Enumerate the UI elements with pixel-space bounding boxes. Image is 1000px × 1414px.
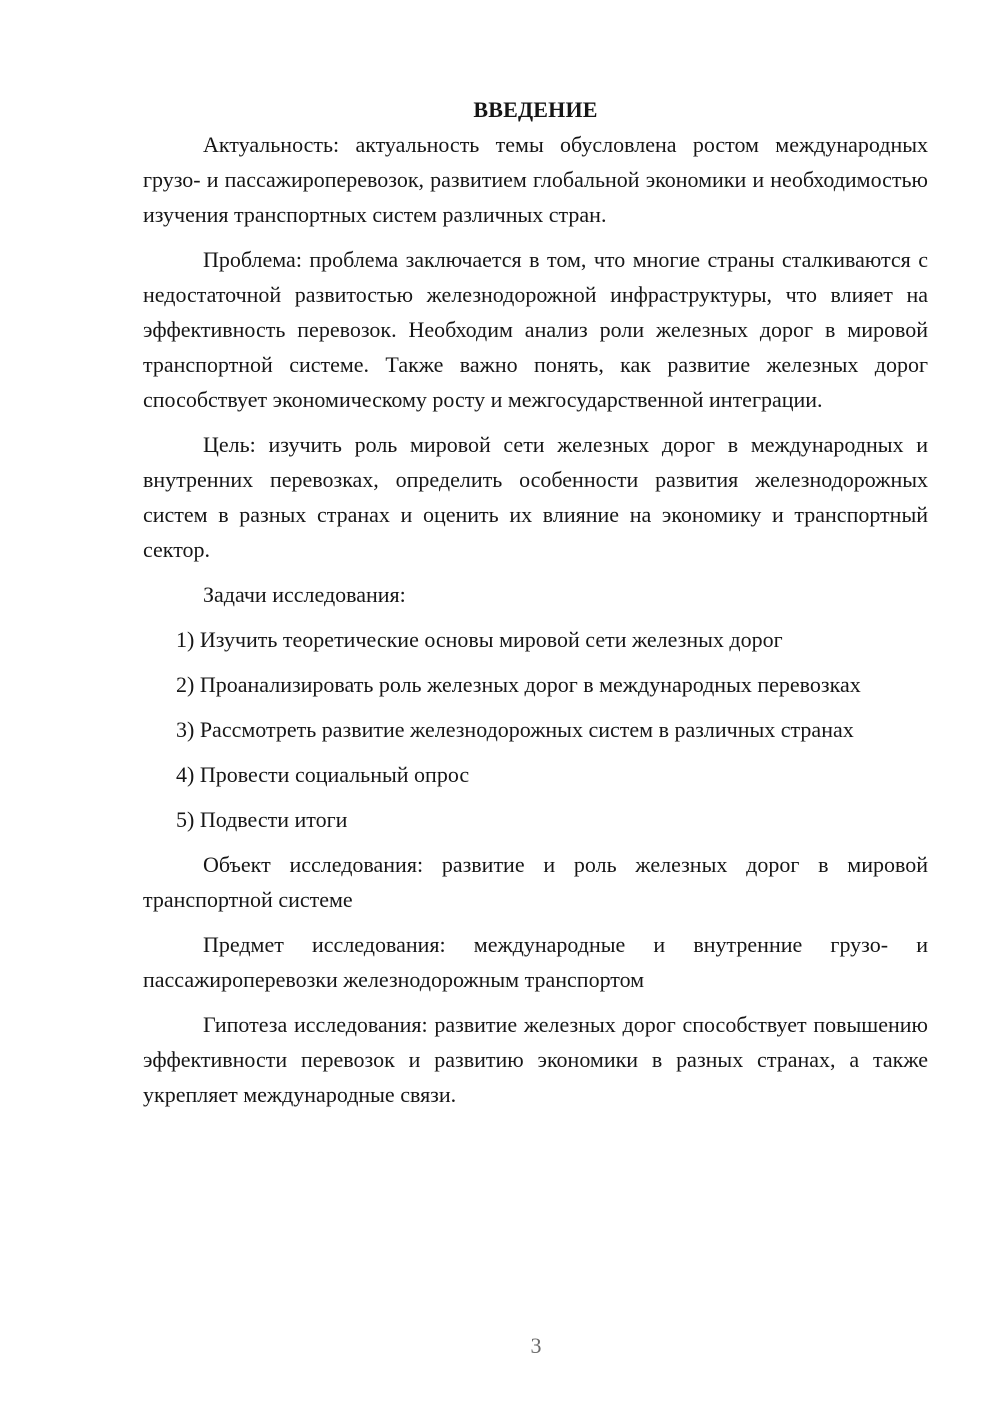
paragraph-relevance: Актуальность: актуальность темы обусловлена ростом международных грузо- и пассажироперевозок, развитием глобальной экономики и необходимостью изучения транспортных систем различных стран. xyxy=(143,132,928,227)
task-item: 4) Провести социальный опрос xyxy=(176,762,470,787)
task-item: 1) Изучить теоретические основы мировой сети железных дорог xyxy=(176,627,783,652)
paragraph-hypothesis: Гипотеза исследования: развитие железных дорог способствует повышению эффективности перевозок и развитию экономики в разных странах, а также укрепляет международные связи. xyxy=(143,1012,928,1107)
paragraph-object: Объект исследования: развитие и роль железных дорог в мировой транспортной системе xyxy=(143,852,928,912)
task-item: 5) Подвести итоги xyxy=(176,807,348,832)
paragraph-subject: Предмет исследования: международные и внутренние грузо- и пассажироперевозки железнодорожным транспортом xyxy=(143,932,928,992)
task-item: 2) Проанализировать роль железных дорог в международных перевозках xyxy=(176,672,861,697)
task-item: 3) Рассмотреть развитие железнодорожных систем в различных странах xyxy=(176,717,854,742)
page-number: 3 xyxy=(530,1333,542,1358)
paragraph-problem: Проблема: проблема заключается в том, что многие страны сталкиваются с недостаточной развитостью железнодорожной инфраструктуры, что влияет на эффективность перевозок. Необходим анализ роли железных дорог в мировой транспортной системе. Также важно понять, как развитие железных дорог способствует экономическому росту и межгосударственной интеграции. xyxy=(143,247,928,412)
paragraph-goal: Цель: изучить роль мировой сети железных дорог в международных и внутренних перевозках, определить особенности развития железнодорожных систем в разных странах и оценить их влияние на экономику и транспортный сектор. xyxy=(143,432,928,562)
page-title: ВВЕДЕНИЕ xyxy=(473,97,598,122)
tasks-heading: Задачи исследования: xyxy=(203,582,406,607)
document-page xyxy=(143,93,928,1122)
